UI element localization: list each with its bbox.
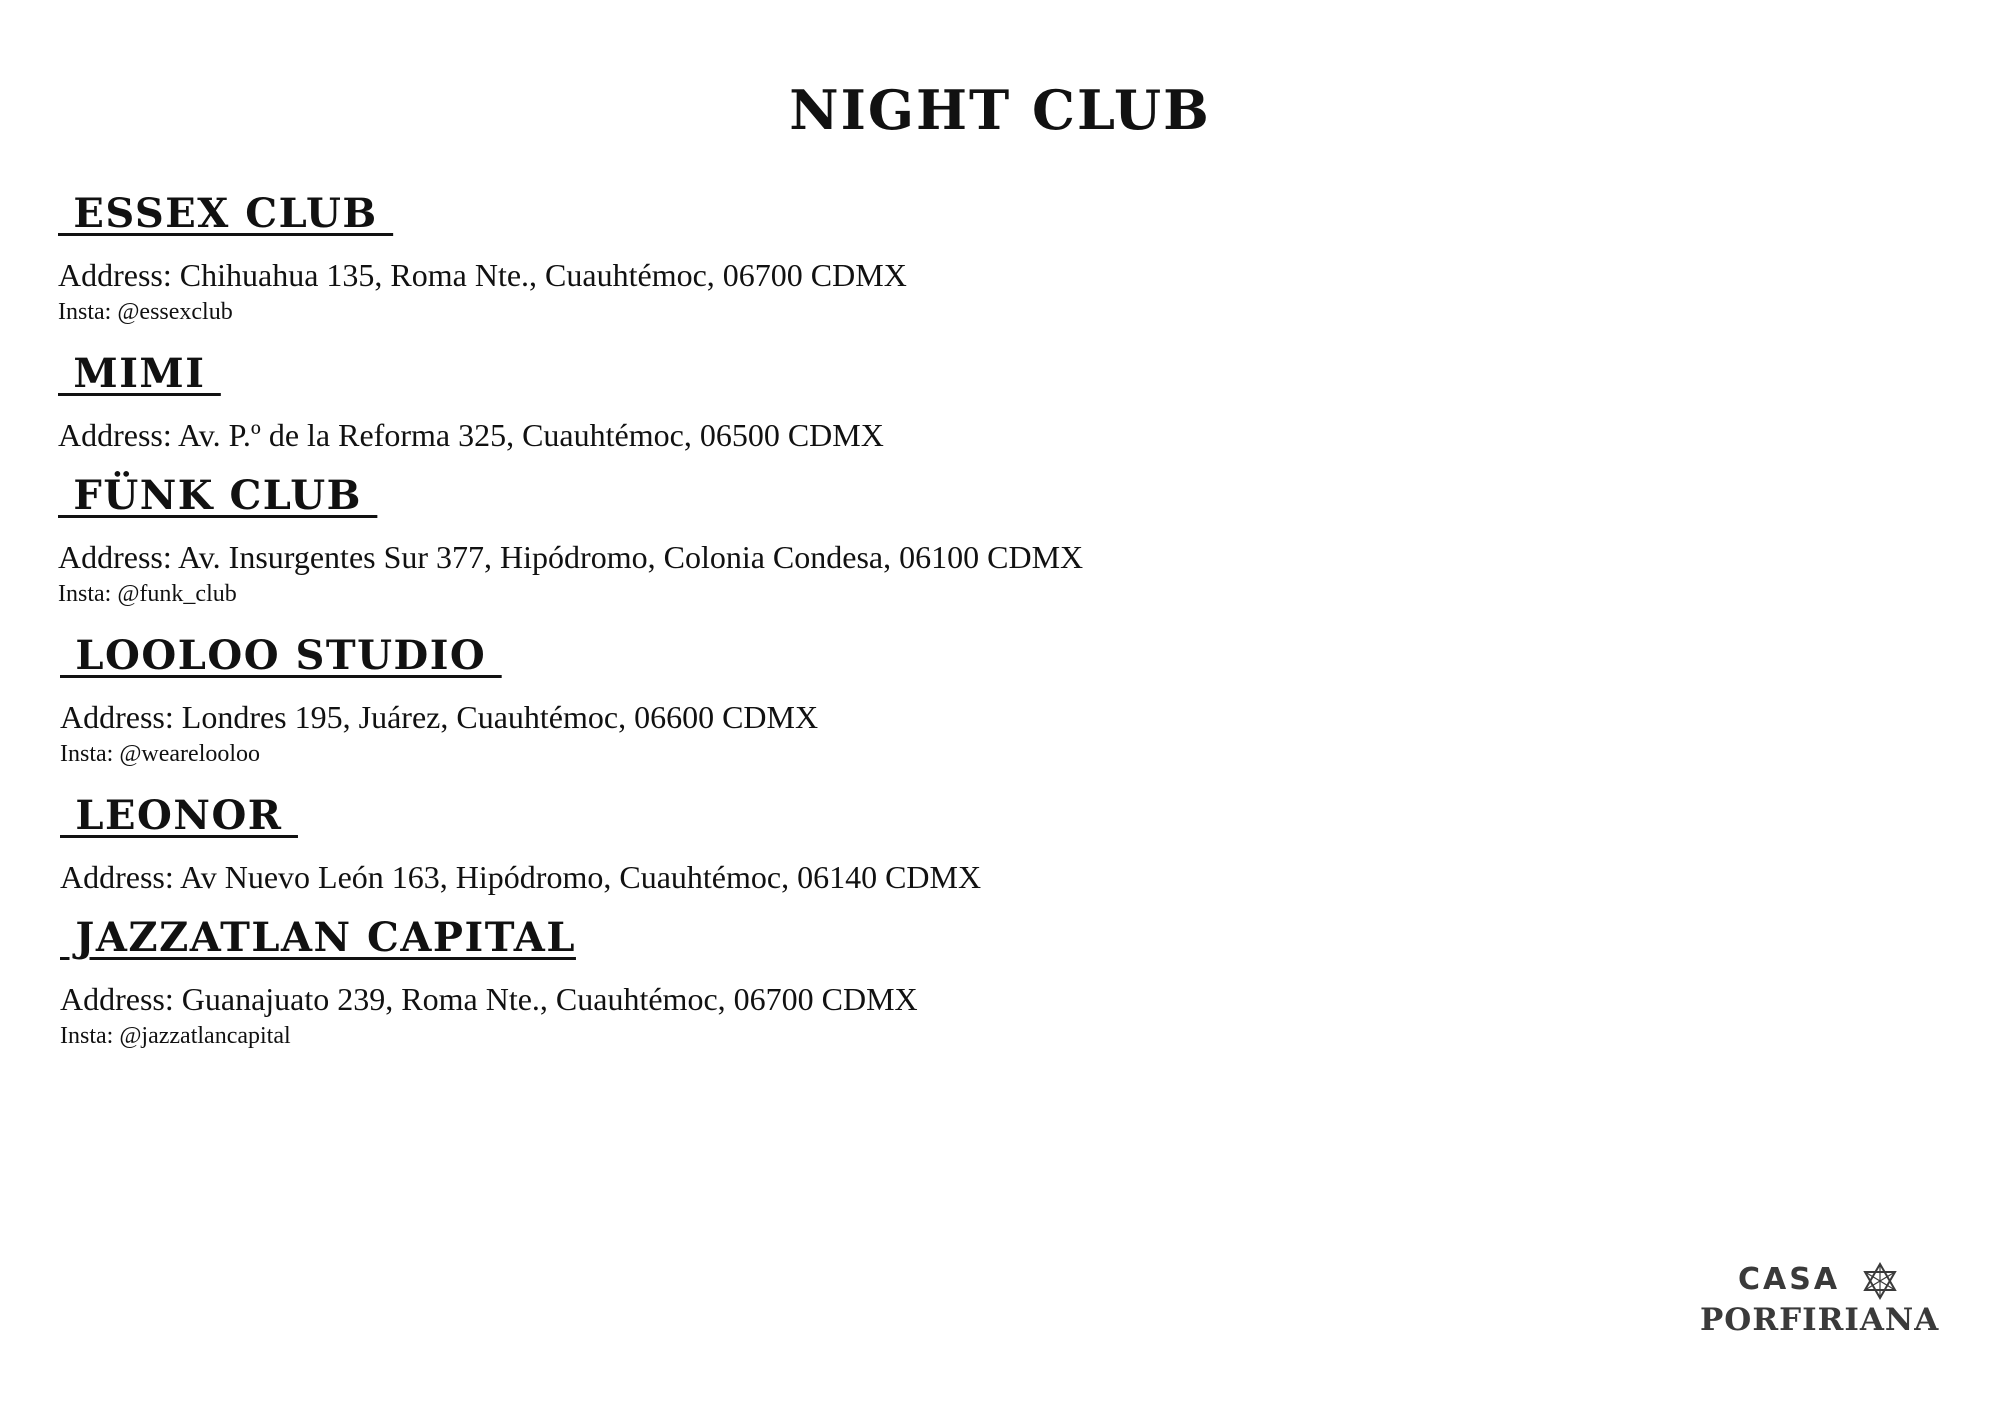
venue-insta: Insta: @funk_club (58, 581, 237, 608)
venue-mimi (58, 350, 884, 454)
venue-looloo-studio (60, 632, 818, 769)
casa-porfiriana-logo (1700, 1262, 1960, 1345)
venue-name: LEONOR (60, 792, 298, 839)
venue-name: LOOLOO STUDIO (60, 632, 502, 679)
venue-name: ESSEX CLUB (58, 190, 394, 237)
venue-name: FÜNK CLUB (58, 472, 378, 519)
venue-insta: Insta: @jazzatlancapital (60, 1023, 291, 1050)
venue-address: Address: Londres 195, Juárez, Cuauhtémoc, 06600 CDMX (60, 699, 819, 735)
venue-essex-club (58, 190, 907, 327)
venue-address: Address: Av. P.º de la Reforma 325, Cuauhtémoc, 06500 CDMX (58, 417, 884, 453)
star-of-david-icon (1860, 1261, 1900, 1301)
page-title: NIGHT CLUB (789, 78, 1211, 142)
venue-funk-club (58, 472, 1083, 609)
logo-text-casa: CASA (1738, 1262, 1841, 1297)
venue-address: Address: Chihuahua 135, Roma Nte., Cuauhtémoc, 06700 CDMX (58, 257, 907, 293)
venue-name: JAZZATLAN CAPITAL (60, 914, 576, 961)
logo-text-porfiriana: PORFIRIANA (1700, 1302, 1940, 1338)
venue-address: Address: Av. Insurgentes Sur 377, Hipódromo, Colonia Condesa, 06100 CDMX (58, 539, 1084, 575)
venue-jazzatlan-capital (60, 914, 918, 1051)
venue-insta: Insta: @wearelooloo (60, 741, 261, 768)
venue-leonor (60, 792, 981, 896)
venue-insta: Insta: @essexclub (58, 299, 233, 326)
venue-address: Address: Av Nuevo León 163, Hipódromo, Cuauhtémoc, 06140 CDMX (60, 859, 982, 895)
venue-address: Address: Guanajuato 239, Roma Nte., Cuauhtémoc, 06700 CDMX (60, 981, 918, 1017)
venue-name: MIMI (58, 350, 221, 397)
